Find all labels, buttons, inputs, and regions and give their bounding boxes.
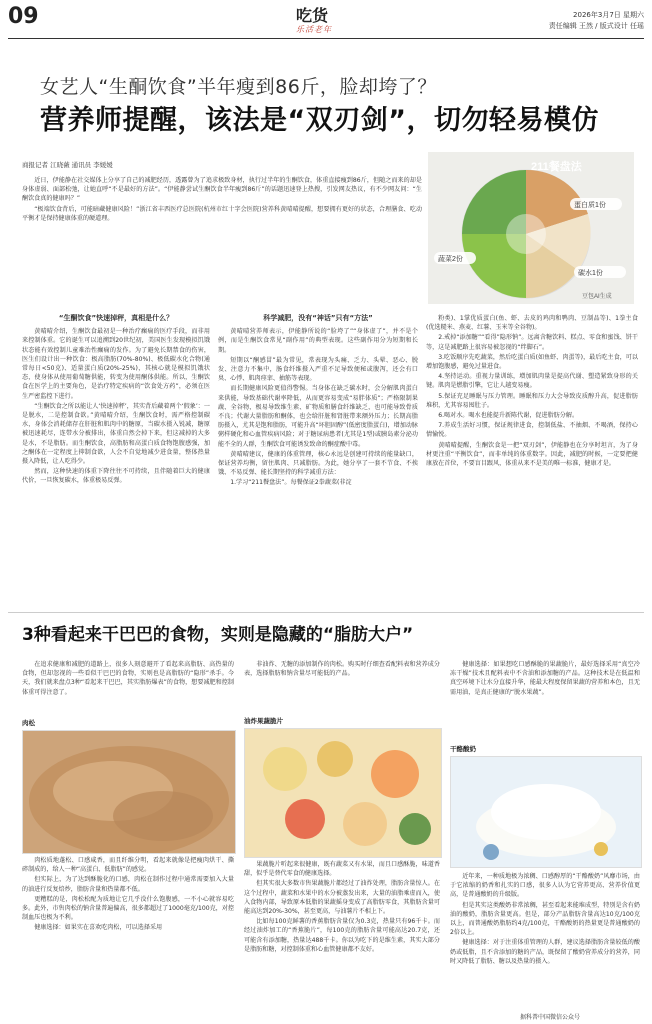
- item-paragraph: 更糟糕的是，肉松松配为质地让它几乎没什么饱腹感，一不小心就容易吃多。此外，市售肉松的钠含量普遍偏高，很多都超过了1000毫克/100克，对控制血压也极为不利。: [22, 895, 234, 922]
- item1-label: 肉松: [22, 719, 35, 727]
- column-paragraph: 7.养成生活好习惯，保证规律进食，控制低盐、不抽烟、不喝酒，保持心情愉悦。: [426, 422, 638, 439]
- article2-headline: 3种看起来干巴巴的食物，实则是隐藏的“脂肪大户”: [22, 625, 414, 645]
- item-paragraph: 肉松质地蓬松、口感咸香，而且纤维分明，看起来就像是把瘦肉烘干、撕碎制成的，给人一种“高蛋白、低脂肪”的感觉。: [22, 857, 234, 874]
- column-paragraph: 黄晴晴介绍，生酮饮食最初是一种治疗癫痫的医疗手段，而非用来控制体重。它的诞生可以追溯到20世纪初，美国医生发现模拟饥饿状态能有效控制儿童难治性癫痫的发作。为了避免长期禁食的伤害，医生们设计出一种饮食：极高脂肪(70%-80%)、极低碳水化合物(通常每日<50克)、适量蛋白质(20%-25%)，其核心就是模拟饥饿状态，使身体从使用葡萄糖供能，转变为使用酮体供能。所以，生酮饮食在医学上的主要角色，是治疗特定疾病的“饮食处方药”，必须在医生严密监控下进行。: [22, 328, 210, 400]
- column-paragraph: 3.吃饭顺序先吃蔬菜，然后吃蛋白质(如鱼虾、肉蛋等)，最后吃主食，可以增加饱腹感，避免过量进食。: [426, 353, 638, 371]
- item-paragraph: 健康选择：如果实在喜欢吃肉松，可以选择采用: [34, 924, 163, 932]
- article-headline: 营养师提醒，该法是“双刃剑”，切勿轻易模仿: [40, 105, 599, 136]
- plate-title: 211餐盘法: [531, 161, 582, 173]
- article-column-3: [426, 314, 638, 604]
- article-lead: [22, 176, 422, 300]
- item3-body: [450, 872, 640, 1012]
- item-paragraph: 但实际上，为了达到酥脆化的口感，肉松在制作过程中通常需要加入大量的油进行反复焙炒，脂肪含量和热量都不低。: [22, 876, 234, 893]
- article-column-1: [22, 314, 210, 604]
- issue-date: 2026年3月7日 星期六: [573, 11, 644, 19]
- item1-body: [22, 856, 234, 1020]
- yogurt-photo: [450, 756, 642, 868]
- item2-body: [244, 860, 440, 1020]
- column-paragraph: 6.喝对水。喝水也能提升新陈代谢，促进脂肪分解。: [438, 412, 579, 420]
- item-paragraph: 但是其实这类酸奶非常浓稠，甚至看起来能堆成型，特别是含有奶油的酸奶，脂肪含量更高。但是，部分产品脂肪含量高达10克/100克以上，而普通酸奶脂肪约4克/100克，干酪酸奶的热量更是普通酸奶的2倍以上。: [450, 901, 640, 937]
- item-paragraph: 健康选择：如果想吃口感酥脆的果蔬脆片，最好选择采用“真空冷冻干燥”技术且配料表中不含油和添加糖的产品。这种技术是在低温和真空环境下让水分直接升华，能最大程度保留果蔬的营养和本色，且无需用油，是真正健康的“脱水果蔬”。: [450, 661, 640, 696]
- column-paragraph: 而长期健康风险更值得警惕。当身体在缺乏碳水时，会分解肌肉蛋白来供能，导致基础代谢率降低，从而更容易变成“易胖体质”；严格限制果蔬、全谷物，极易导致维生素、矿物质和膳食纤维缺乏，也可能导致骨质不良；代谢大量脂肪和酮体，也会给肝脏和肾脏带来额外压力；长期高脂肪摄入，尤其是饱和脂肪，可能升高“坏胆固醇”(低密度脂蛋白)，增加动脉粥样硬化和心血管疾病风险；对于糖尿病患者(尤其是1型)或胰岛素分泌功能不全的人群，生酮饮食可能诱发致命的酮症酸中毒。: [218, 385, 418, 448]
- plate-diagram-image: [428, 152, 634, 304]
- article-subtitle: 女艺人“生酮饮食”半年瘦到86斤，脸却垮了？: [40, 76, 437, 98]
- section-title: 吃货: [296, 6, 329, 25]
- column-paragraph: 粉类)、1掌优质蛋白(鱼、虾、去皮的鸡肉和鸭肉、豆制品等)、1拳主食(优选糙米、燕麦、红薯、玉米等全谷物)。: [426, 315, 638, 332]
- article2-intro: [22, 660, 234, 714]
- item3-label: 干酪酸奶: [450, 745, 476, 753]
- item1-continued: [244, 660, 440, 712]
- yogurt-image: [451, 757, 641, 867]
- column-paragraph: 1.学习“211餐盘法”。每餐保证2拳蔬菜(非淀: [230, 479, 352, 487]
- column-paragraph: 2.戒掉“添加糖”“看得”隐形钠”。远离含糖饮料、糕点、零食和蜜饯、饼干等，这是减肥路上很容易被忽视的“绊脚石”。: [426, 334, 638, 351]
- column-paragraph: 4.坚持运动。重视力量训练，增加肌肉量是提高代谢、塑造紧致身形的关键。肌肉是燃脂引擎，它让人越变易瘦。: [426, 373, 638, 390]
- item2-tail: [450, 660, 640, 720]
- page-number: 09: [8, 4, 39, 29]
- column-paragraph: “生酮饮食之所以能让人‘快速掉秤’，其实背后藏着两个‘假象’：一是脱水，二是控制食欲。”黄晴晴介绍，生酮饮食时，需严格控制碳水，身体会消耗储存在肝脏和肌肉中的糖原，当碳水摄入锐减，糖原被迅速耗尽，连带水分被排出，体重自然会掉下来，但这减掉的大多是水，不是脂肪。而生酮饮食，高脂肪和高蛋白质食物饱腹感强，加之酮体在一定程度上抑制食欲，人会不自觉地减少进食量，整体热量摄入降低，让人吃得少。: [22, 402, 210, 466]
- fruit-chips-photo: [244, 728, 442, 858]
- plate-label-carb: 碳水1份: [578, 270, 603, 277]
- image-credit: 豆包AI生成: [582, 294, 612, 300]
- column-paragraph: 黄晴晴建议，健康的体重管理，核心永远是创建可持续的能量缺口，保证营养均衡，留住肌肉、只减脂肪。为此，她分享了一套不节食、不挨饿、不易反弹、能长期坚持的科学减重方法：: [218, 450, 418, 477]
- item2-label: 油炸果蔬脆片: [244, 717, 283, 725]
- pork-floss-image: [23, 731, 235, 853]
- article-column-2: [218, 314, 418, 604]
- item-paragraph: 近年来，一种质地极为浓稠、口感醇厚的“干酪酸奶”风靡市场，由于它浓缩的奶香和扎实的口感，很多人认为它营养更高、营养价值更高，是普通酸奶的升级版。: [450, 873, 640, 899]
- section-brand-logo: 乐活老年: [296, 25, 332, 34]
- article-byline: 商报记者 江晓薇 通讯员 李媛媛: [22, 161, 113, 169]
- column-paragraph: 然而，这种快速的体重下降往往不可持续，且伴随着巨大的健康代价，一旦恢复碳水，体重极易反弹。: [22, 468, 210, 485]
- article2-credit: 据科普中国微信公众号: [520, 1014, 581, 1021]
- column-heading: “生酮饮食”快速掉秤，真相是什么？: [58, 314, 174, 322]
- plate-illustration: [428, 152, 634, 304]
- fruit-chips-image: [245, 729, 441, 857]
- column-paragraph: 短期以“酮感冒”最为常见，常表现为头痛、乏力、头晕、恶心、脱发、注意力不集中，肠食纤维摄入严重不足导致便秘或腹泻，还会有口臭、心悸、肌肉痉挛、抽筋等表现。: [218, 356, 418, 383]
- pork-floss-photo: [22, 730, 236, 854]
- item-paragraph: 非油炸、无糖的添加制作的肉松。购买时仔细查看配料表和营养成分表，选择脂肪和钠含量尽可能低的产品。: [244, 661, 440, 678]
- editor-credits: 责任编辑 王然 / 版式设计 任瑶: [548, 22, 644, 30]
- item-paragraph: 但其实很大多数市售果蔬脆片都经过了油炸处理，脂肪含量惊人。在这个过程中，蔬菜和水果中的水分被蒸发出来，大量的油脂乘虚而入，使入食物内部，导致原本低脂的果蔬摇身变成了高脂肪零食，其脂肪含量可能高达到20%-30%，甚至更高，与油薯片不相上下。: [244, 880, 440, 916]
- plate-label-protein: 蛋白质1份: [574, 202, 606, 209]
- lead-paragraph: 近日，伊能静在社交媒体上分享了自己的减肥经历，透露曾为了追求极致身材，执行过半年的生酮饮食，体重直接瘦到86斤，但随之而来的却是身体虚弱、面部松弛，让她直呼“不是最好的方法”。“伊能静尝试生酮饮食半年瘦到86斤”的话题迅速登上热搜，引发网友热议，有不少网友问：“生酮饮食真的健康吗？”: [22, 177, 422, 203]
- column-heading: 科学减肥，没有“神话”只有“方法”: [263, 314, 373, 322]
- item-paragraph: 健康选择：对于注重体重管理的人群，建议选择脂肪含量较低的酸奶或低脂，且不含添加的糖的产品，既保留了酸奶营养成分的营养，同时又降低了脂肪、糖以及热量的摄入。: [450, 939, 640, 965]
- column-paragraph: 5.保证充足睡眠与压力管理。睡眠和压力大会导致皮质醇升高，促进脂肪堆积，尤其容易囤肚子。: [426, 392, 638, 409]
- column-paragraph: 黄晴晴营养师表示，伊能静所说的“脸垮了”“身体虚了”，并不是个例，而是生酮饮食常见“副作用”的典型表现。这些副作用分为短期和长期。: [218, 328, 418, 354]
- header-divider: [8, 38, 644, 39]
- plate-label-veg: 蔬菜2份: [438, 256, 463, 263]
- item-paragraph: 果蔬脆片听起来很健康，既有蔬菜又有水果，而且口感酥脆，味道香甜，似乎是替代零食的健康选择。: [244, 861, 440, 878]
- column-paragraph: 黄晴晴提醒，生酮饮食是一把“双刃剑”，伊能静也在分享时坦言，为了身材更注重“平衡饮食”，而非单纯的体重数字。因此，减肥的时候，一定要把健康放在首位，不要盲目跟风，体重从来不是美的唯一标准，健康才是。: [426, 441, 638, 468]
- item-paragraph: 比如每100克鲜薯的香蕉脂肪含量仅为0.3克，热量只有96千卡。而经过油炸加工的“香蕉脆片”，每100克的脂肪含量可能高达20.7克，还可能含有添加糖，热量达488千卡。你以为吃下的是维生素，其实大部分是脂肪和糖，对控制体重和心血管健康都不友好。: [244, 918, 440, 953]
- issue-info: [549, 10, 644, 32]
- lead-paragraph: “极端饮食背后，可能暗藏健康风险！”浙江省丰西医疗总医院(杭州市红十字会医院)营养科黄晴晴提醒，想要拥有更好的状态，合理膳食、吃动平衡才是保持健康体重的硬道理。: [22, 205, 422, 222]
- intro-paragraph: 在追求健康和减肥的道路上，很多人刻意避开了看起来高脂肪、高热量的食物，但却忽视的一些看似干巴巴的食物，实则也是高脂肪的“隐形”杀手。今天，我们就来盘点3种“看起来干巴巴，其实脂肪爆表”的食物，想要减肥和控制体重可得注意了。: [22, 661, 234, 696]
- section-divider: [8, 612, 644, 613]
